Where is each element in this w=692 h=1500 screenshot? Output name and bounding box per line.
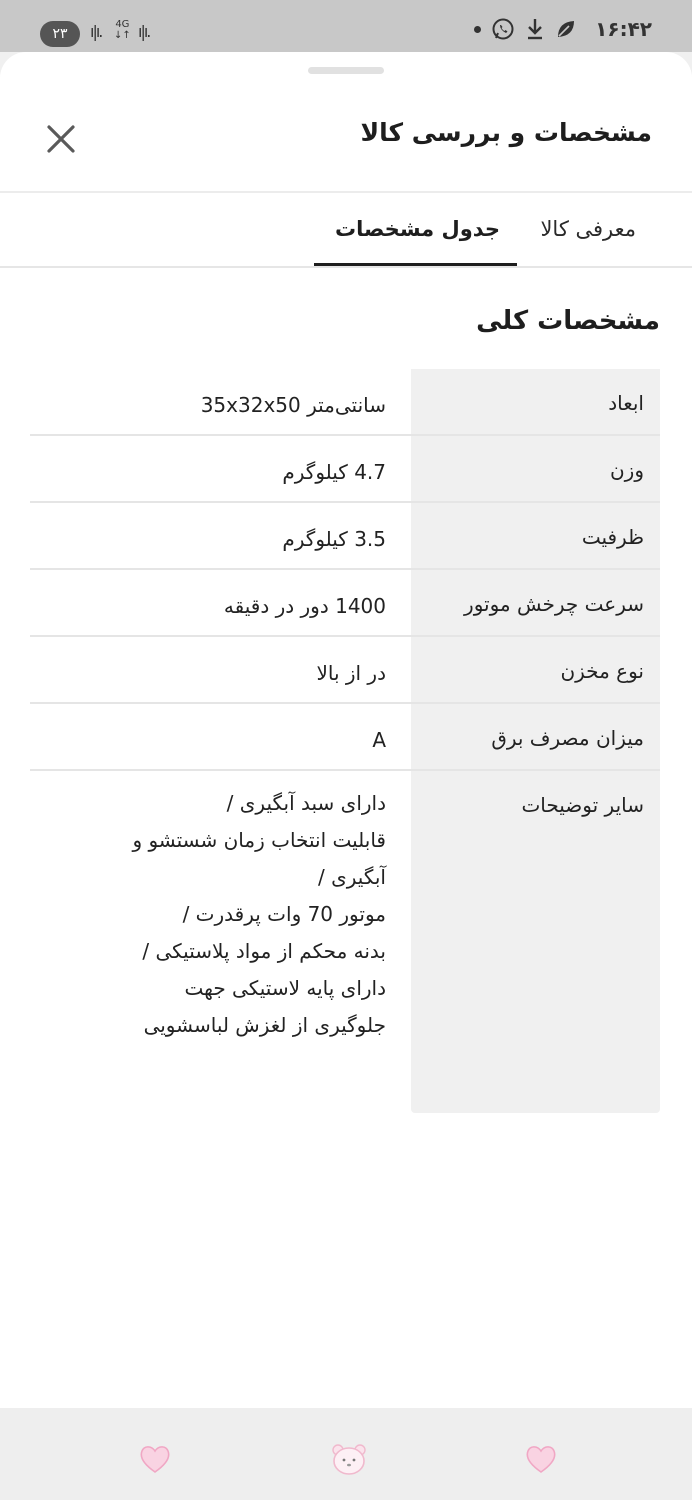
spec-table <box>30 369 660 1113</box>
spec-value: در از بالا <box>316 661 386 685</box>
tab-product-intro[interactable]: معرفی کالا <box>540 217 636 241</box>
spec-value: 1400 دور در دقیقه <box>223 594 386 618</box>
dot-icon <box>474 26 481 33</box>
signal-icon-2: ı|ı. <box>138 22 150 41</box>
spec-key-cell <box>411 637 660 702</box>
spec-key: سرعت چرخش موتور <box>464 592 644 616</box>
spec-key: وزن <box>609 458 644 482</box>
table-row <box>30 503 660 570</box>
signal-icon: ı|ı. <box>90 22 102 41</box>
section-title: مشخصات کلی <box>476 306 660 336</box>
download-icon <box>525 17 545 41</box>
status-icons <box>474 17 652 41</box>
spec-value: 3.5 کیلوگرم <box>282 527 386 551</box>
spec-key: نوع مخزن <box>560 659 644 683</box>
spec-key-cell <box>411 369 660 434</box>
spec-key: ظرفیت <box>581 525 644 549</box>
heart-icon[interactable] <box>524 1442 558 1476</box>
network-type: 4G ↓↑ <box>114 19 131 41</box>
table-row <box>30 436 660 503</box>
close-icon[interactable] <box>44 122 78 156</box>
spec-value: سانتی‌متر 35x32x50 <box>200 393 386 417</box>
clock: ۱۶:۴۲ <box>595 17 652 41</box>
spec-key-cell <box>411 436 660 501</box>
spec-value: دارای سبد آبگیری / قابلیت انتخاب زمان شستشو و آبگیری / موتور 70 وات پرقدرت / بدنه محکم از مواد پلاستیکی / دارای پایه لاستیکی جهت جلوگیری از لغزش لباسشویی <box>132 791 386 1037</box>
leaf-icon <box>555 18 577 40</box>
table-row <box>30 704 660 771</box>
bottom-nav <box>0 1408 692 1500</box>
heart-icon[interactable] <box>138 1442 172 1476</box>
spec-key-cell <box>411 771 660 1113</box>
spec-key-cell <box>411 704 660 769</box>
tab-spec-table[interactable]: جدول مشخصات <box>335 217 501 241</box>
spec-value: A <box>372 728 386 752</box>
whatsapp-icon <box>491 17 515 41</box>
tab-bar <box>0 193 692 267</box>
notification-badge: ۲۳ <box>40 21 80 47</box>
tabs-divider <box>0 266 692 268</box>
table-row <box>30 369 660 436</box>
table-row <box>30 637 660 704</box>
bear-icon[interactable] <box>330 1442 368 1476</box>
drag-handle[interactable] <box>308 67 384 74</box>
spec-bottom-sheet <box>0 52 692 1408</box>
spec-key-cell <box>411 570 660 635</box>
sheet-title: مشخصات و بررسی کالا <box>360 118 652 147</box>
spec-key: ابعاد <box>608 391 644 415</box>
table-row <box>30 771 660 1113</box>
spec-key: میزان مصرف برق <box>491 726 644 750</box>
table-row <box>30 570 660 637</box>
spec-value: 4.7 کیلوگرم <box>282 460 386 484</box>
spec-key: سایر توضیحات <box>521 793 644 817</box>
status-bar <box>0 0 692 52</box>
spec-key-cell <box>411 503 660 568</box>
